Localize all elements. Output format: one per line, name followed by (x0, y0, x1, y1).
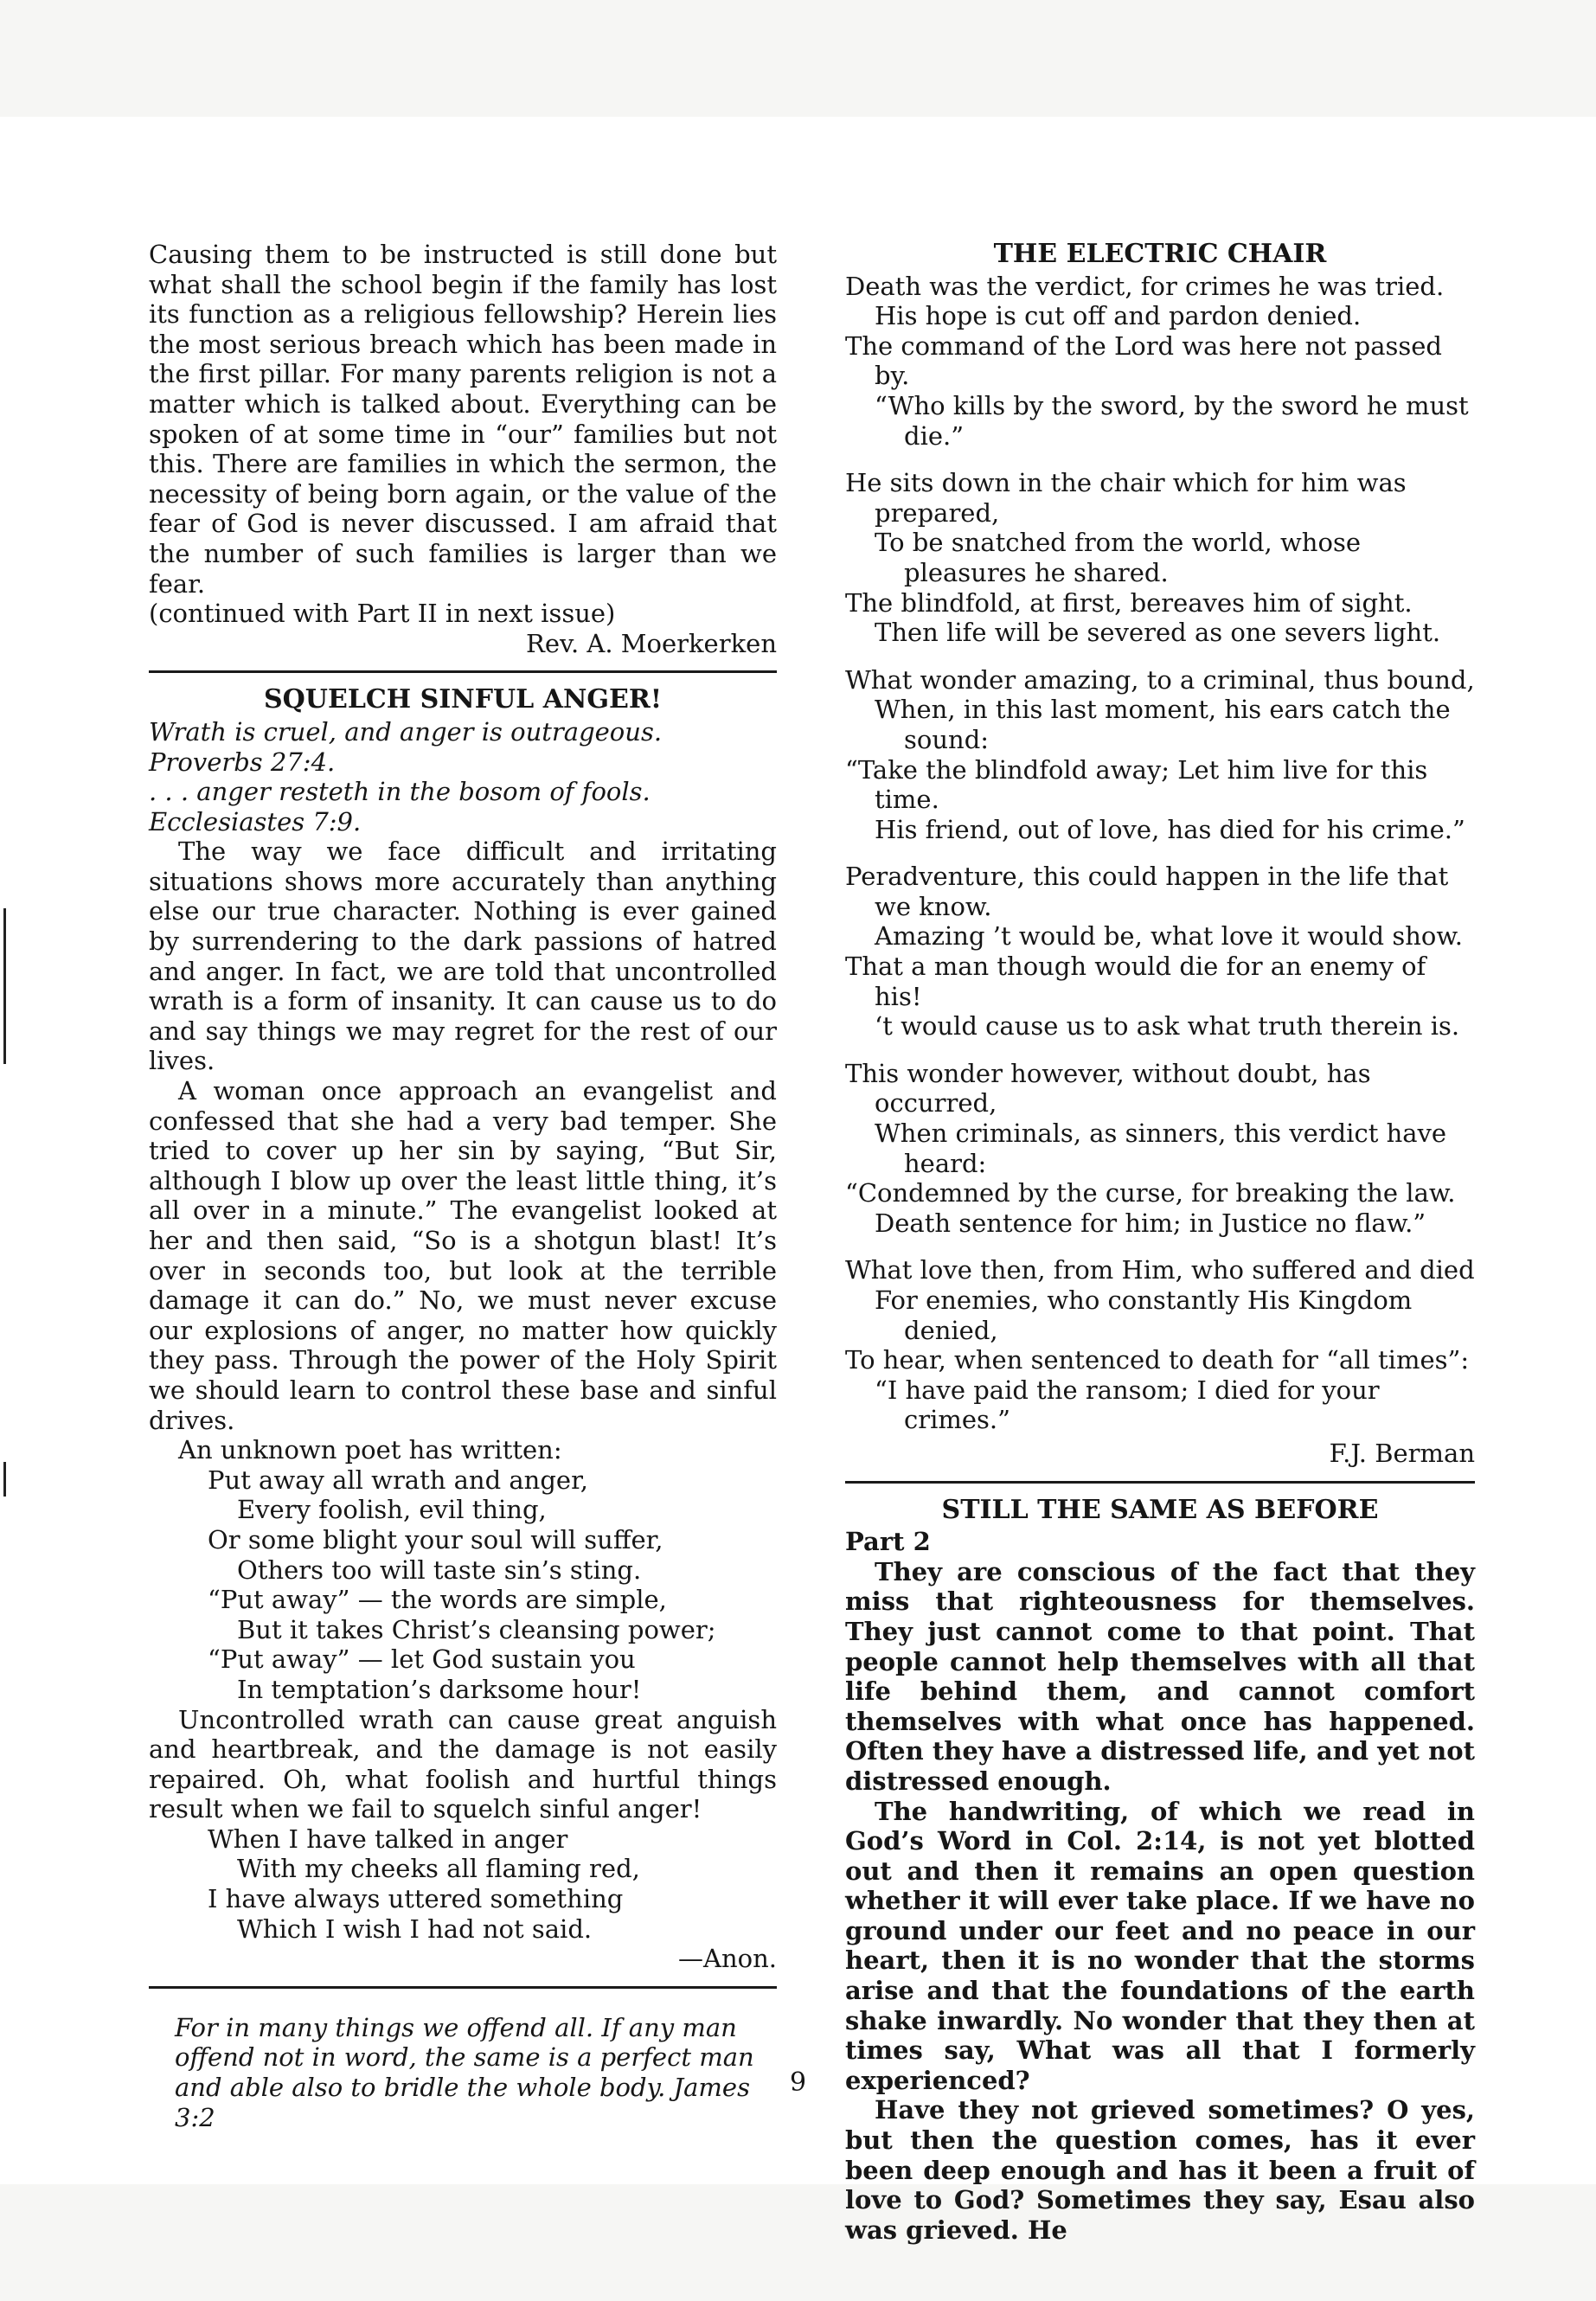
stanza-line: Death was the verdict, for crimes he was tried. (845, 271, 1445, 301)
verse-proverbs: Wrath is cruel, and anger is outrageous. Proverbs 27:4. (149, 716, 663, 777)
poem-stanza (845, 468, 1475, 648)
stanza-line: His hope is cut off and pardon denied. (875, 301, 1362, 331)
poem-block (208, 1824, 777, 1944)
stanza-line: “Who kills by the sword, by the sword he must die.” (875, 390, 1469, 451)
poem-block (208, 1465, 777, 1705)
poem-line: “Put away” — the words are simple, (208, 1585, 667, 1615)
stanza-line: Amazing ’t would be, what love it would show. (875, 921, 1463, 952)
poem-author: F.J. Berman (1329, 1438, 1475, 1468)
article-paragraph: A woman once approach an evangelist and confessed that she had a very bad temper. She tried to cover up her sin by saying, “But Sir, although I blow up over the least little thing, it’s all over in a minute.” The evangelist looked at her and then said, “So is a shotgun blast! It’s over in seconds too, but look at the terrible damage it can do.” No, we must never excuse our explosions of anger, no matter how quickly they pass. Through the power of the Holy Spirit we should learn to control these base and sinful drives. (149, 1076, 777, 1435)
stanza-line: “I have paid the ransom; I died for your crimes.” (875, 1375, 1380, 1435)
poem-stanza (845, 862, 1475, 1042)
article-body (845, 1557, 1475, 2246)
article-paragraph: Have they not grieved sometimes? O yes, but then the question comes, has it ever been deep enough and has it been a fruit of love to God? Sometimes they say, Esau also was grieved. He (845, 2095, 1475, 2245)
poem-line: With my cheeks all flaming red, (237, 1854, 640, 1884)
verse-ecclesiastes: . . . anger resteth in the bosom of fools. Ecclesiastes 7:9. (149, 777, 651, 836)
poem-line: When I have talked in anger (208, 1823, 568, 1854)
article-paragraph: They are conscious of the fact that they miss that righteousness for themselves. They just cannot come to that point. That people cannot help themselves with all that life behind them, and cannot comfort themselves with what once has happened. Often they have a distressed life, and yet not distressed enough. (845, 1556, 1475, 1796)
divider (845, 1481, 1475, 1484)
poem-stanza (845, 1255, 1475, 1435)
stanza-line: What wonder amazing, to a criminal, thus bound, (845, 664, 1475, 695)
poem-stanza (845, 272, 1475, 452)
stanza-line: The blindfold, at first, bereaves him of sight. (845, 587, 1413, 618)
stanza-line: Peradventure, this could happen in the life that we know. (845, 862, 1449, 921)
stanza-line: Death sentence for him; in Justice no flaw.” (875, 1208, 1426, 1238)
article-title: STILL THE SAME AS BEFORE (941, 1494, 1379, 1525)
poem-line: Every foolish, evil thing, (237, 1495, 547, 1525)
poem-title: THE ELECTRIC CHAIR (993, 239, 1327, 269)
stanza-line: This wonder however, without doubt, has occurred, (845, 1058, 1371, 1118)
divider (149, 670, 777, 673)
stanza-line: For enemies, who constantly His Kingdom denied, (875, 1285, 1413, 1345)
stanza-line: He sits down in the chair which for him was prepared, (845, 468, 1407, 528)
stanza-line: “Condemned by the curse, for breaking the law. (845, 1178, 1456, 1208)
poem-line: I have always uttered something (208, 1884, 624, 1914)
part-label: Part 2 (845, 1527, 931, 1557)
article-paragraph: An unknown poet has written: (178, 1435, 562, 1465)
scan-edge-mark (3, 908, 6, 1064)
poem-stanza (845, 1059, 1475, 1239)
intro-author: Rev. A. Moerkerken (526, 628, 777, 658)
stanza-line: What love then, from Him, who suffered and died (845, 1255, 1475, 1285)
divider (149, 1986, 777, 1989)
poem-line: Or some blight your soul will suffer, (208, 1524, 663, 1554)
stanza-line: When, in this last moment, his ears catch the sound: (875, 695, 1451, 754)
article-paragraph: The handwriting, of which we read in God’s Word in Col. 2:14, is not yet blotted out and then it remains an open question whether it will ever take place. If we have no ground under our feet and no peace in our heart, then it is no wonder that the storms arise and that the foundations of the earth shake inwardly. No wonder that they then at times say, What was all that I formerly experienced? (845, 1796, 1475, 2095)
stanza-line: “Take the blindfold away; Let him live for this time. (845, 754, 1428, 815)
poem-line: But it takes Christ’s cleansing power; (237, 1614, 716, 1644)
poem-line: Which I wish I had not said. (237, 1913, 593, 1944)
stanza-line: To hear, when sentenced to death for “all times”: (845, 1345, 1470, 1375)
stanza-line: His friend, out of love, has died for his crime.” (875, 814, 1465, 844)
continued-note: (continued with Part II in next issue) (149, 599, 616, 629)
stanza-line: When criminals, as sinners, this verdict have heard: (875, 1118, 1447, 1178)
intro-paragraph: Causing them to be instructed is still done but what shall the school begin if the family has lost its function as a religious fellowship? Herein lies the most serious breach which has been made in the first pillar. For many parents religion is not a matter which is talked about. Everything can be spoken of at some time in “our” families but not this. There are families in which the sermon, the necessity of being born again, or the value of the fear of God is never discussed. I am afraid that the number of such families is larger than we fear. (149, 240, 777, 599)
article-paragraph: Uncontrolled wrath can cause great anguish and heartbreak, and the damage is not easily repaired. Oh, what foolish and hurtful things result when we fail to squelch sinful anger! (149, 1704, 777, 1824)
stanza-line: To be snatched from the world, whose pleasures he shared. (875, 528, 1361, 587)
stanza-line: That a man though would die for an enemy of his! (845, 952, 1426, 1011)
poem-line: In temptation’s darksome hour! (237, 1674, 642, 1704)
stanza-line: The command of the Lord was here not passed by. (845, 330, 1442, 391)
poem-line: Others too will taste sin’s sting. (237, 1554, 642, 1585)
left-column (149, 240, 777, 2132)
right-column (845, 240, 1475, 2245)
article-paragraph: The way we face difficult and irritating situations shows more accurately than anything else our true character. Nothing is ever gained by surrendering to the dark passions of hatred and anger. In fact, we are told that uncontrolled wrath is a form of insanity. It can cause us to do and say things we may regret for the rest of our lives. (149, 836, 777, 1076)
article-author: —Anon. (678, 1944, 777, 1974)
article-title: SQUELCH SINFUL ANGER! (264, 684, 662, 715)
stanza-line: Then life will be severed as one severs light. (875, 618, 1441, 648)
page-number: 9 (789, 2067, 807, 2098)
scan-edge-mark (3, 1462, 6, 1497)
closing-verse: For in many things we offend all. If any man offend not in word, the same is a perfect man and able also to bridle the whole body. James 3:2 (175, 2012, 754, 2132)
poem-line: “Put away” — let God sustain you (208, 1644, 636, 1675)
stanza-line: ‘t would cause us to ask what truth therein is. (875, 1011, 1460, 1042)
poem-stanza (845, 665, 1475, 845)
poem-line: Put away all wrath and anger, (208, 1465, 588, 1495)
